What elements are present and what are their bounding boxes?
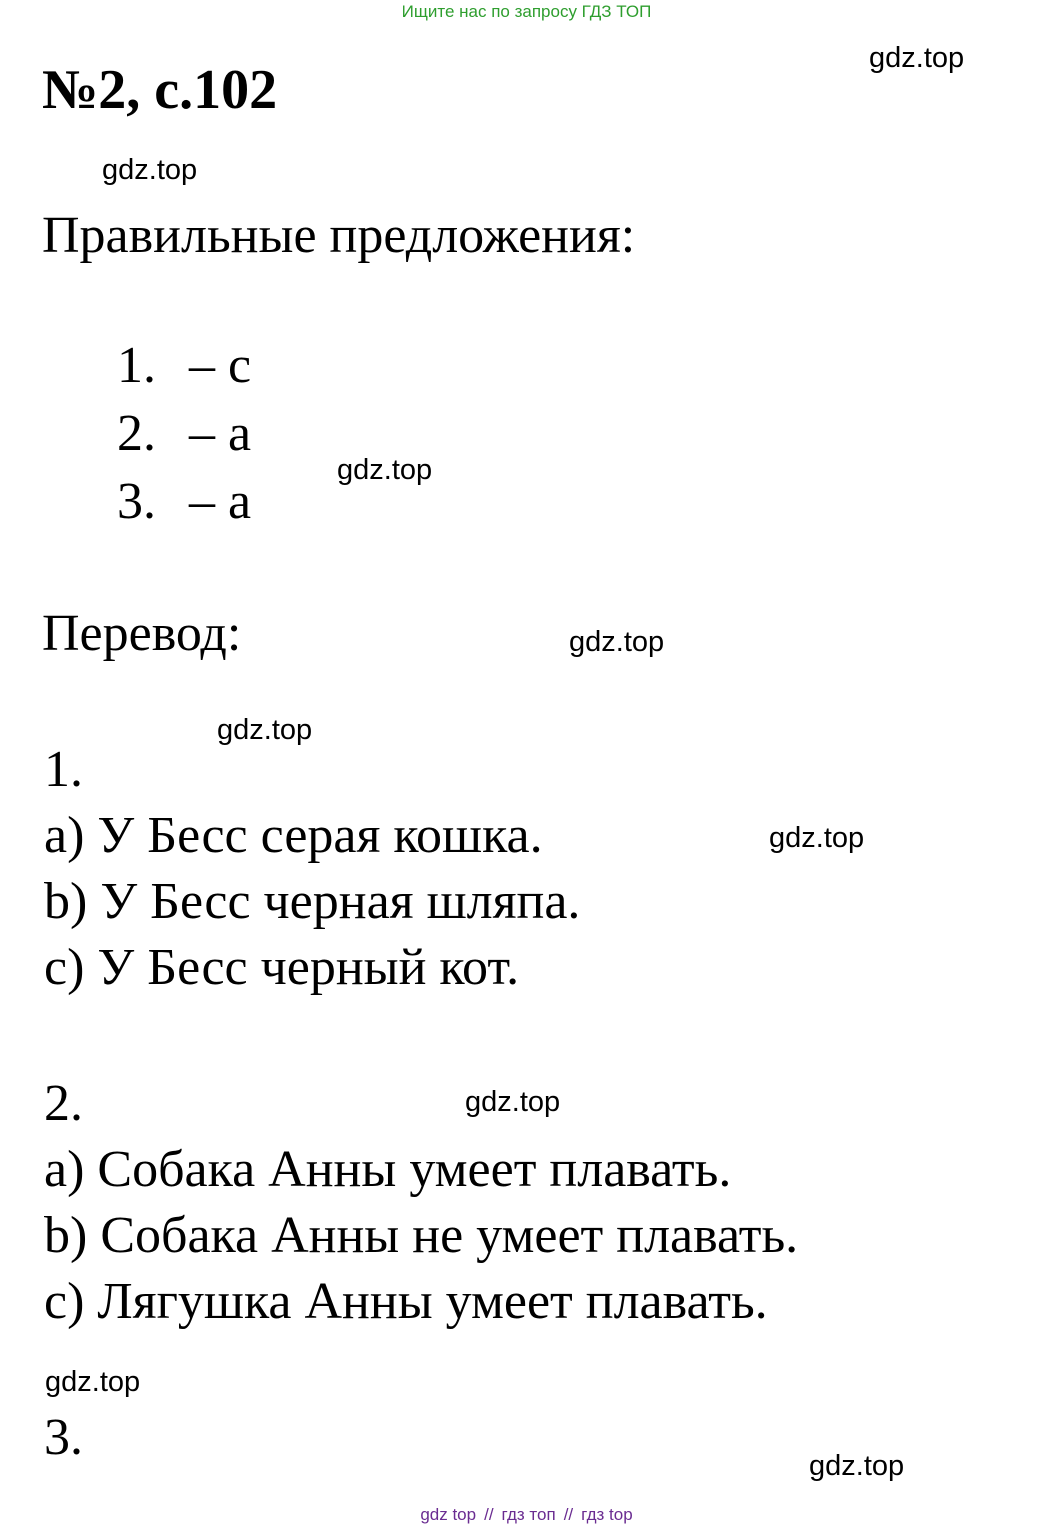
watermark: gdz.top xyxy=(769,822,865,854)
answer-value: – a xyxy=(189,405,252,462)
answer-item xyxy=(117,473,252,530)
footer-link[interactable]: гдз топ xyxy=(501,1505,556,1524)
translation-line: b) У Бесс черная шляпа. xyxy=(44,873,581,930)
answer-item xyxy=(117,337,252,394)
answer-number: 1. xyxy=(117,337,156,394)
answer-number: 3. xyxy=(117,473,156,530)
watermark: gdz.top xyxy=(337,454,433,486)
watermark: gdz.top xyxy=(569,626,665,658)
translation-line: a) Собака Анны умеет плавать. xyxy=(44,1141,732,1198)
answer-value: – a xyxy=(189,473,252,530)
group-label: 1. xyxy=(44,741,83,798)
translation-line: b) Собака Анны не умеет плавать. xyxy=(44,1207,799,1264)
footer-links xyxy=(0,1505,1053,1525)
answer-item xyxy=(117,405,252,462)
group-label: 2. xyxy=(44,1075,83,1132)
section-heading-translation: Перевод: xyxy=(42,605,242,662)
translation-line: c) У Бесс черный кот. xyxy=(44,939,520,996)
watermark: gdz.top xyxy=(465,1086,561,1118)
watermark: gdz.top xyxy=(869,42,965,74)
footer-separator: // xyxy=(484,1505,494,1524)
search-banner[interactable]: Ищите нас по запросу ГДЗ ТОП xyxy=(401,2,652,21)
page-title: №2, с.102 xyxy=(42,59,278,121)
watermark: gdz.top xyxy=(102,154,198,186)
watermark: gdz.top xyxy=(45,1366,141,1398)
group-label: 3. xyxy=(44,1409,83,1466)
footer-link[interactable]: гдз top xyxy=(581,1505,633,1524)
answer-number: 2. xyxy=(117,405,156,462)
watermark: gdz.top xyxy=(217,714,313,746)
section-heading-correct-sentences: Правильные предложения: xyxy=(42,207,636,264)
watermark: gdz.top xyxy=(809,1450,905,1482)
footer-link[interactable]: gdz top xyxy=(420,1505,477,1524)
translation-line: a) У Бесс серая кошка. xyxy=(44,807,543,864)
footer-separator: // xyxy=(563,1505,574,1524)
translation-line: c) Лягушка Анны умеет плавать. xyxy=(44,1273,768,1330)
answer-value: – c xyxy=(189,337,252,394)
